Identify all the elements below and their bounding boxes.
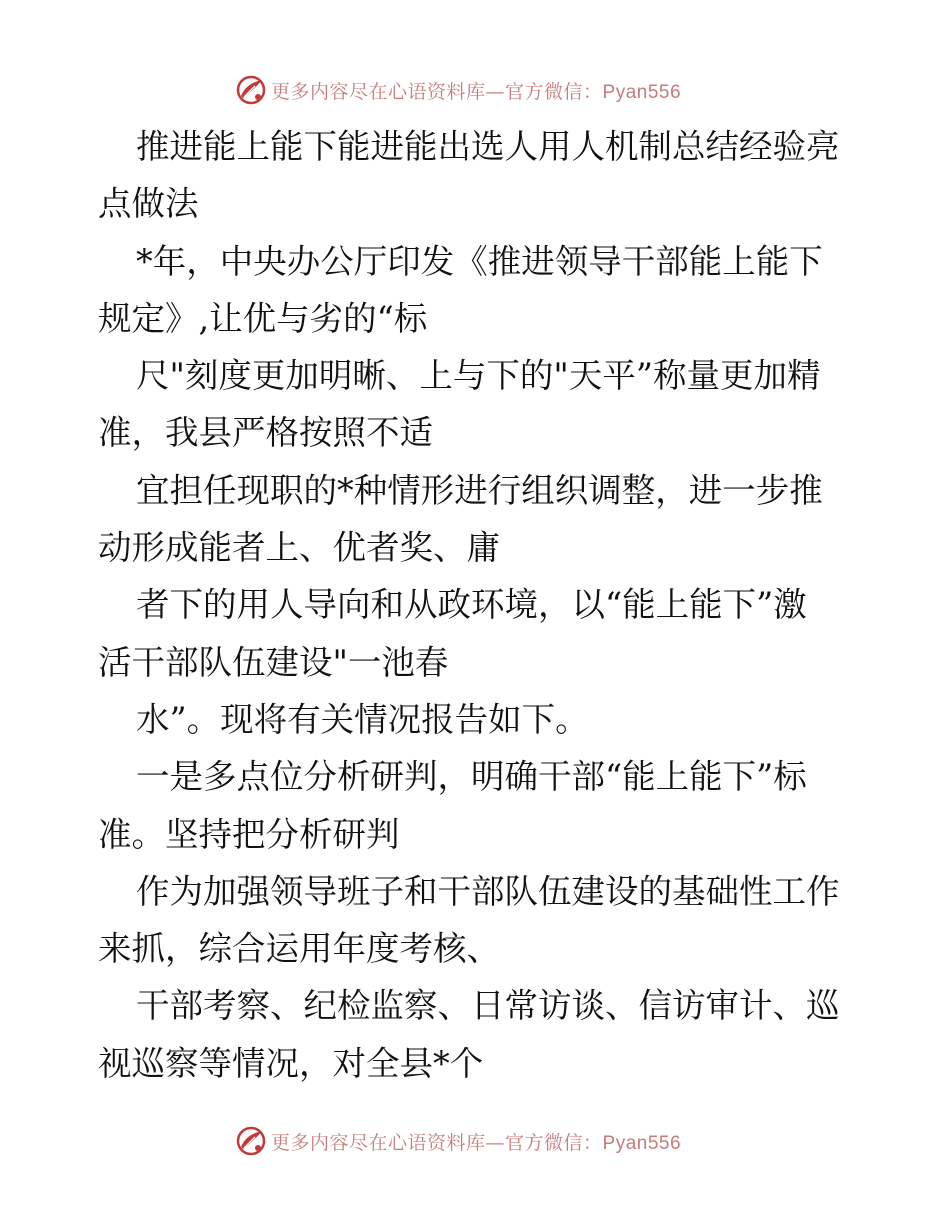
text-line: 点做法 bbox=[98, 184, 199, 224]
text-line: 一是多点位分析研判，明确干部“能上能下”标 bbox=[136, 757, 807, 797]
text-line: 动形成能者上、优者奖、庸 bbox=[98, 528, 500, 568]
watermark-footer bbox=[235, 1124, 681, 1158]
text-line: *年，中央办公厅印发《推进领导干部能上能下 bbox=[136, 241, 823, 281]
text-line: 尺"刻度更加明晰、上与下的"天平”称量更加精 bbox=[136, 356, 821, 396]
watermark-text: 更多内容尽在心语资料库—官方微信：Pyan556 bbox=[271, 80, 682, 103]
text-line: 准，我县严格按照不适 bbox=[98, 413, 433, 453]
document-body bbox=[98, 118, 856, 1092]
text-line: 干部考察、纪检监察、日常访谈、信访审计、巡 bbox=[136, 986, 840, 1026]
text-line: 宜担任现职的*种情形进行组织调整，进一步推 bbox=[136, 470, 823, 510]
pen-logo-icon bbox=[235, 1125, 267, 1157]
text-line: 视巡察等情况，对全县*个 bbox=[98, 1043, 484, 1083]
text-line: 作为加强领导班子和干部队伍建设的基础性工作 bbox=[136, 871, 840, 911]
text-line: 者下的用人导向和从政环境，以“能上能下”激 bbox=[136, 585, 807, 625]
text-line: 推进能上能下能进能出选人用人机制总结经验亮 bbox=[136, 127, 840, 166]
watermark-text: 更多内容尽在心语资料库—官方微信：Pyan556 bbox=[271, 1131, 682, 1154]
text-line: 准。坚持把分析研判 bbox=[98, 814, 400, 854]
text-line: 活干部队伍建设"一池春 bbox=[98, 642, 449, 682]
text-line: 规定》,让优与劣的“标 bbox=[98, 298, 428, 338]
watermark-header bbox=[235, 73, 681, 107]
pen-logo-icon bbox=[235, 74, 267, 106]
text-line: 水”。现将有关情况报告如下。 bbox=[136, 699, 589, 739]
text-line: 来抓，综合运用年度考核、 bbox=[98, 929, 500, 969]
